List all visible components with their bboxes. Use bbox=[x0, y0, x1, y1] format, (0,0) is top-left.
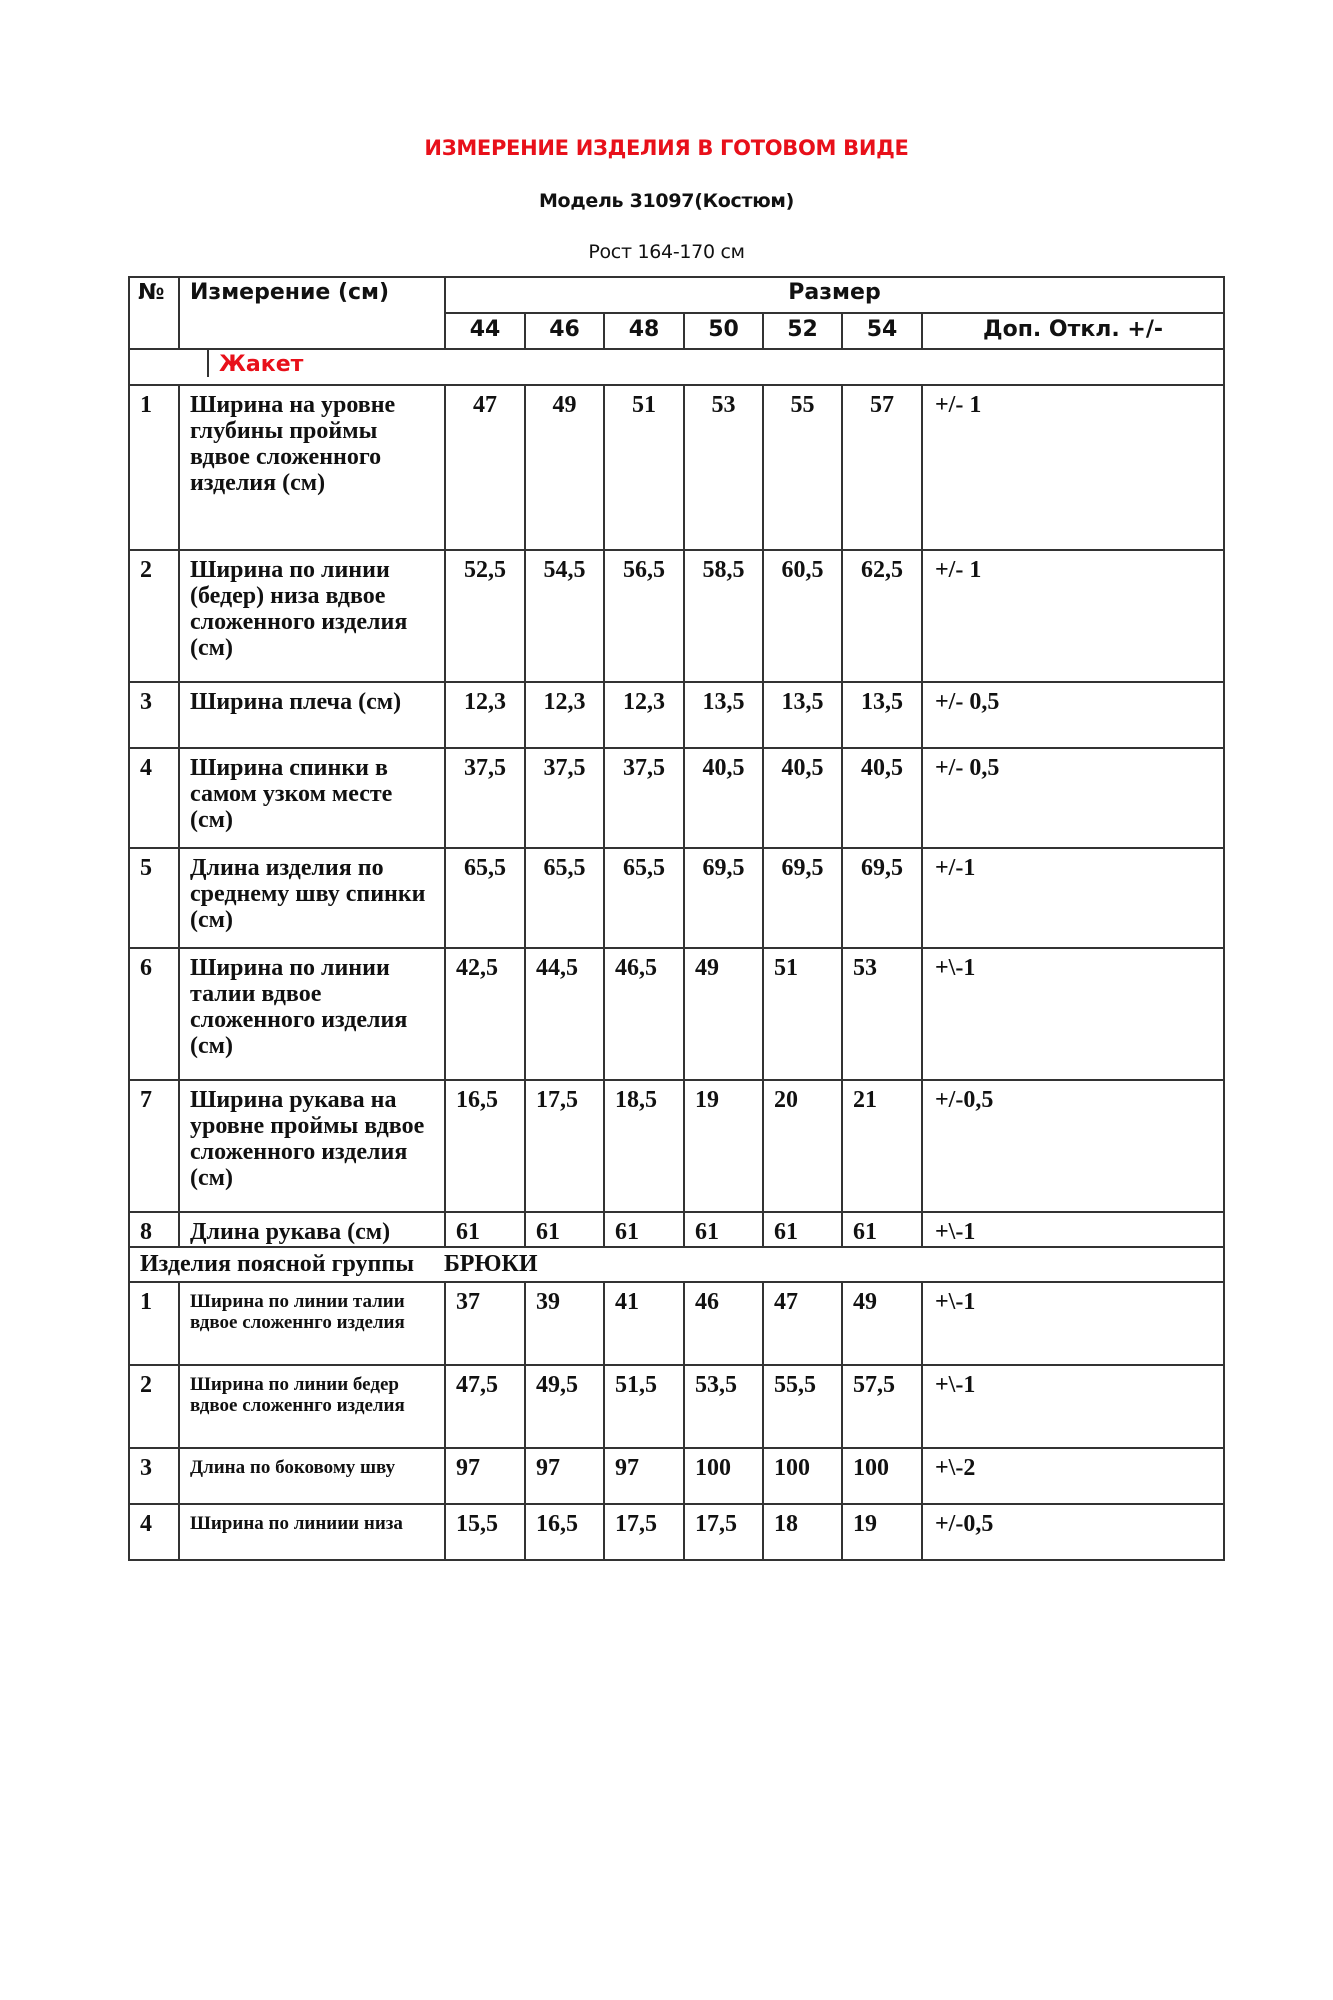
measure-name: Длина по боковому шву bbox=[179, 1448, 445, 1504]
table-row bbox=[129, 550, 1224, 682]
row-number: 8 bbox=[129, 1212, 179, 1247]
size-header: 54 bbox=[842, 313, 922, 349]
size-value: 51 bbox=[763, 948, 842, 1080]
table-row bbox=[129, 385, 1224, 550]
row-number: 1 bbox=[129, 1282, 179, 1365]
tolerance-value: +\-1 bbox=[922, 1282, 1224, 1365]
size-value: 17,5 bbox=[604, 1504, 684, 1560]
size-value: 55 bbox=[763, 385, 842, 550]
size-value: 37,5 bbox=[525, 748, 604, 848]
size-value: 49 bbox=[525, 385, 604, 550]
table-row bbox=[129, 848, 1224, 948]
size-value: 65,5 bbox=[604, 848, 684, 948]
row-number: 2 bbox=[129, 1365, 179, 1448]
table-row bbox=[129, 682, 1224, 748]
height-label: Рост 164-170 см bbox=[588, 241, 745, 263]
size-value: 40,5 bbox=[684, 748, 763, 848]
size-value: 56,5 bbox=[604, 550, 684, 682]
size-value: 18,5 bbox=[604, 1080, 684, 1212]
model-label: Модель 31097(Костюм) bbox=[538, 190, 795, 212]
size-value: 58,5 bbox=[684, 550, 763, 682]
row-number: 4 bbox=[129, 1504, 179, 1560]
size-value: 65,5 bbox=[445, 848, 525, 948]
size-value: 49 bbox=[842, 1282, 922, 1365]
size-value: 37,5 bbox=[445, 748, 525, 848]
size-header: 44 bbox=[445, 313, 525, 349]
size-value: 46 bbox=[684, 1282, 763, 1365]
size-value: 69,5 bbox=[763, 848, 842, 948]
table-row bbox=[129, 1212, 1224, 1247]
tolerance-value: +\-1 bbox=[922, 1212, 1224, 1247]
size-value: 17,5 bbox=[684, 1504, 763, 1560]
size-value: 40,5 bbox=[842, 748, 922, 848]
measure-name: Ширина рукава на уровне проймы вдвое сложенного изделия (см) bbox=[179, 1080, 445, 1212]
size-value: 42,5 bbox=[445, 948, 525, 1080]
size-value: 46,5 bbox=[604, 948, 684, 1080]
size-value: 69,5 bbox=[842, 848, 922, 948]
size-value: 47 bbox=[445, 385, 525, 550]
size-value: 37,5 bbox=[604, 748, 684, 848]
table-row bbox=[129, 1080, 1224, 1212]
size-value: 19 bbox=[684, 1080, 763, 1212]
size-value: 49 bbox=[684, 948, 763, 1080]
measure-name: Ширина по линиии низа bbox=[179, 1504, 445, 1560]
size-value: 47,5 bbox=[445, 1365, 525, 1448]
size-value: 13,5 bbox=[763, 682, 842, 748]
measure-name: Длина изделия по среднему шву спинки (см) bbox=[179, 848, 445, 948]
measure-name: Длина рукава (см) bbox=[179, 1212, 445, 1247]
size-value: 47 bbox=[763, 1282, 842, 1365]
size-value: 13,5 bbox=[842, 682, 922, 748]
measure-name: Ширина спинки в самом узком месте (см) bbox=[179, 748, 445, 848]
table-row bbox=[129, 1448, 1224, 1504]
size-value: 12,3 bbox=[525, 682, 604, 748]
size-value: 37 bbox=[445, 1282, 525, 1365]
size-value: 53 bbox=[842, 948, 922, 1080]
section-label-jacket: Жакет bbox=[219, 352, 304, 377]
size-value: 100 bbox=[763, 1448, 842, 1504]
size-value: 40,5 bbox=[763, 748, 842, 848]
size-value: 61 bbox=[604, 1212, 684, 1247]
column-header-tolerance: Доп. Откл. +/- bbox=[922, 313, 1224, 349]
measure-name: Ширина по линии бедер вдвое сложеннго изделия bbox=[179, 1365, 445, 1448]
size-value: 61 bbox=[445, 1212, 525, 1247]
row-number: 6 bbox=[129, 948, 179, 1080]
row-number: 3 bbox=[129, 682, 179, 748]
table-row bbox=[129, 1282, 1224, 1365]
size-value: 19 bbox=[842, 1504, 922, 1560]
tolerance-value: +/- 1 bbox=[922, 385, 1224, 550]
size-value: 57 bbox=[842, 385, 922, 550]
column-header-number: № bbox=[129, 277, 179, 349]
row-number: 1 bbox=[129, 385, 179, 550]
size-value: 61 bbox=[842, 1212, 922, 1247]
size-value: 20 bbox=[763, 1080, 842, 1212]
tolerance-value: +/- 0,5 bbox=[922, 748, 1224, 848]
row-number: 4 bbox=[129, 748, 179, 848]
measure-name: Ширина плеча (см) bbox=[179, 682, 445, 748]
tolerance-value: +/-0,5 bbox=[922, 1504, 1224, 1560]
tolerance-value: +\-1 bbox=[922, 948, 1224, 1080]
section-row-pants bbox=[129, 1247, 1224, 1282]
size-value: 61 bbox=[525, 1212, 604, 1247]
tolerance-value: +/- 1 bbox=[922, 550, 1224, 682]
size-value: 97 bbox=[445, 1448, 525, 1504]
row-number: 2 bbox=[129, 550, 179, 682]
size-header: 48 bbox=[604, 313, 684, 349]
section-row-jacket bbox=[129, 349, 1224, 385]
tolerance-value: +/- 0,5 bbox=[922, 682, 1224, 748]
size-value: 13,5 bbox=[684, 682, 763, 748]
size-header: 50 bbox=[684, 313, 763, 349]
size-value: 55,5 bbox=[763, 1365, 842, 1448]
size-value: 61 bbox=[684, 1212, 763, 1247]
measurement-table bbox=[128, 276, 1225, 1561]
size-value: 12,3 bbox=[445, 682, 525, 748]
size-value: 15,5 bbox=[445, 1504, 525, 1560]
tolerance-value: +/-0,5 bbox=[922, 1080, 1224, 1212]
size-value: 62,5 bbox=[842, 550, 922, 682]
size-value: 100 bbox=[684, 1448, 763, 1504]
size-value: 65,5 bbox=[525, 848, 604, 948]
size-value: 21 bbox=[842, 1080, 922, 1212]
tolerance-value: +\-2 bbox=[922, 1448, 1224, 1504]
size-value: 53 bbox=[684, 385, 763, 550]
row-number: 3 bbox=[129, 1448, 179, 1504]
section-label-pants: Изделия поясной группы БРЮКИ bbox=[129, 1247, 1224, 1282]
size-value: 51 bbox=[604, 385, 684, 550]
row-number: 7 bbox=[129, 1080, 179, 1212]
size-value: 97 bbox=[604, 1448, 684, 1504]
size-value: 16,5 bbox=[445, 1080, 525, 1212]
document-title: ИЗМЕРЕНИЕ ИЗДЕЛИЯ В ГОТОВОМ ВИДЕ bbox=[424, 136, 909, 160]
size-value: 41 bbox=[604, 1282, 684, 1365]
tolerance-value: +/-1 bbox=[922, 848, 1224, 948]
size-value: 18 bbox=[763, 1504, 842, 1560]
table-row bbox=[129, 1504, 1224, 1560]
measure-name: Ширина по линии (бедер) низа вдвое сложенного изделия (см) bbox=[179, 550, 445, 682]
size-value: 39 bbox=[525, 1282, 604, 1365]
table-row bbox=[129, 948, 1224, 1080]
column-header-size-group: Размер bbox=[445, 277, 1224, 313]
measure-name: Ширина на уровне глубины проймы вдвое сложенного изделия (см) bbox=[179, 385, 445, 550]
size-value: 57,5 bbox=[842, 1365, 922, 1448]
table-row bbox=[129, 748, 1224, 848]
size-header: 52 bbox=[763, 313, 842, 349]
size-value: 97 bbox=[525, 1448, 604, 1504]
measure-name: Ширина по линии талии вдвое сложеннго изделия bbox=[179, 1282, 445, 1365]
size-header: 46 bbox=[525, 313, 604, 349]
size-value: 16,5 bbox=[525, 1504, 604, 1560]
size-value: 60,5 bbox=[763, 550, 842, 682]
section-spacer bbox=[130, 350, 209, 377]
size-value: 44,5 bbox=[525, 948, 604, 1080]
header-row-1 bbox=[129, 277, 1224, 313]
size-value: 17,5 bbox=[525, 1080, 604, 1212]
measure-name: Ширина по линии талии вдвое сложенного изделия (см) bbox=[179, 948, 445, 1080]
size-value: 52,5 bbox=[445, 550, 525, 682]
size-value: 51,5 bbox=[604, 1365, 684, 1448]
size-value: 12,3 bbox=[604, 682, 684, 748]
tolerance-value: +\-1 bbox=[922, 1365, 1224, 1448]
table-row bbox=[129, 1365, 1224, 1448]
column-header-measure: Измерение (см) bbox=[179, 277, 445, 349]
size-value: 53,5 bbox=[684, 1365, 763, 1448]
row-number: 5 bbox=[129, 848, 179, 948]
size-value: 54,5 bbox=[525, 550, 604, 682]
size-value: 49,5 bbox=[525, 1365, 604, 1448]
size-value: 100 bbox=[842, 1448, 922, 1504]
size-value: 61 bbox=[763, 1212, 842, 1247]
size-value: 69,5 bbox=[684, 848, 763, 948]
